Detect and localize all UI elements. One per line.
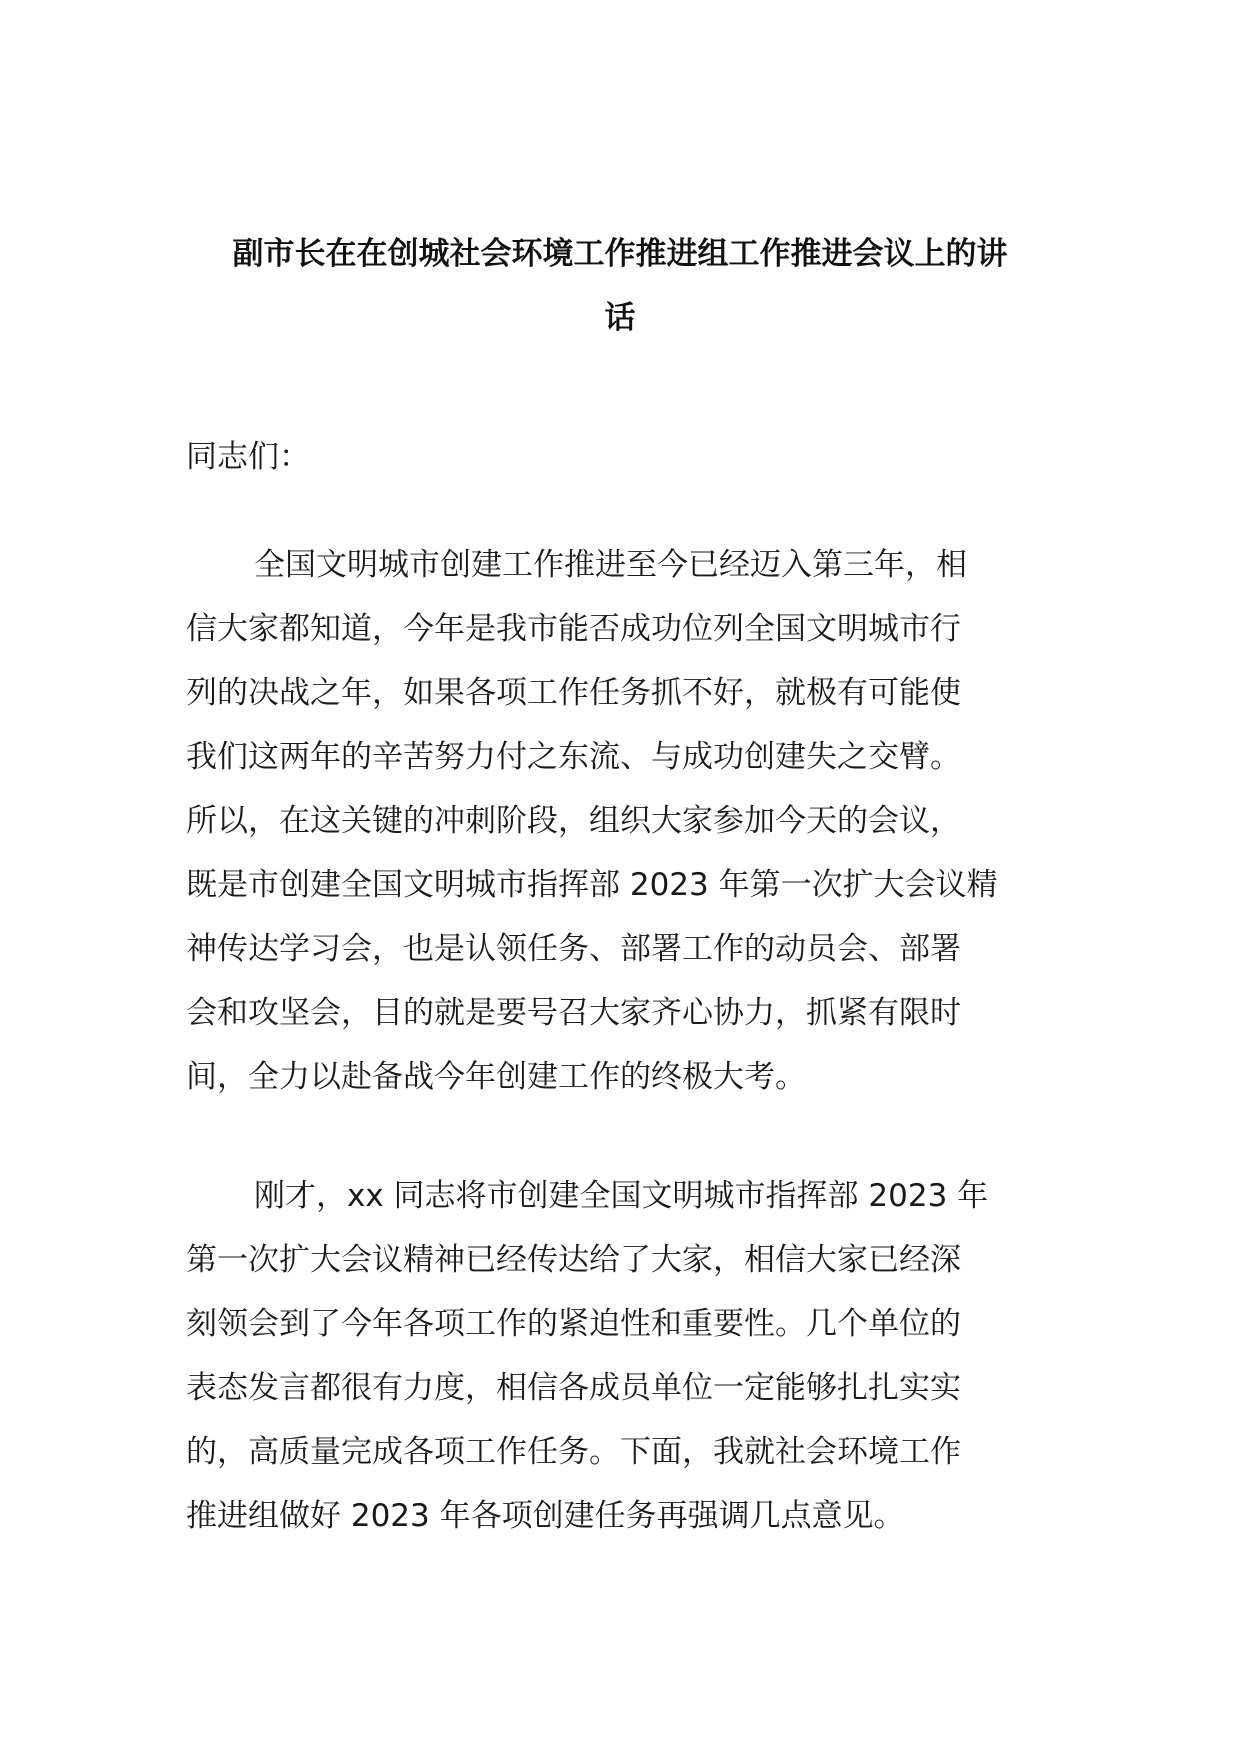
paragraph-line: 会和攻坚会，目的就是要号召大家齐心协力，抓紧有限时 [186, 995, 961, 1031]
paragraph-2 [186, 1164, 988, 1548]
paragraph-line: 刻领会到了今年各项工作的紧迫性和重要性。几个单位的 [186, 1306, 961, 1342]
paragraph-line: 全国文明城市创建工作推进至今已经迈入第三年，相 [254, 547, 967, 583]
paragraph-line: 神传达学习会，也是认领任务、部署工作的动员会、部署 [186, 931, 961, 967]
paragraph-line: 既是市创建全国文明城市指挥部 2023 年第一次扩大会议精 [186, 867, 998, 903]
title-line: 话 [604, 300, 636, 336]
title-line: 副市长在在创城社会环境工作推进组工作推进会议上的讲 [232, 236, 1008, 272]
document-title [190, 222, 1050, 350]
paragraph-line: 表态发言都很有力度，相信各成员单位一定能够扎扎实实 [186, 1370, 961, 1406]
salutation: 同志们： [186, 439, 310, 475]
paragraph-line: 的，高质量完成各项工作任务。下面，我就社会环境工作 [186, 1434, 961, 1470]
paragraph-line: 推进组做好 2023 年各项创建任务再强调几点意见。 [186, 1498, 905, 1534]
paragraph-line: 我们这两年的辛苦努力付之东流、与成功创建失之交臂。 [186, 739, 961, 775]
paragraph-line: 第一次扩大会议精神已经传达给了大家，相信大家已经深 [186, 1242, 961, 1278]
paragraph-line: 信大家都知道，今年是我市能否成功位列全国文明城市行 [186, 611, 961, 647]
paragraph-line: 刚才，xx 同志将市创建全国文明城市指挥部 2023 年 [254, 1178, 989, 1214]
paragraph-1 [186, 533, 998, 1109]
paragraph-line: 间，全力以赴备战今年创建工作的终极大考。 [186, 1059, 806, 1095]
paragraph-line: 所以，在这关键的冲刺阶段，组织大家参加今天的会议， [186, 803, 961, 839]
paragraph-line: 列的决战之年，如果各项工作任务抓不好，就极有可能使 [186, 675, 961, 711]
